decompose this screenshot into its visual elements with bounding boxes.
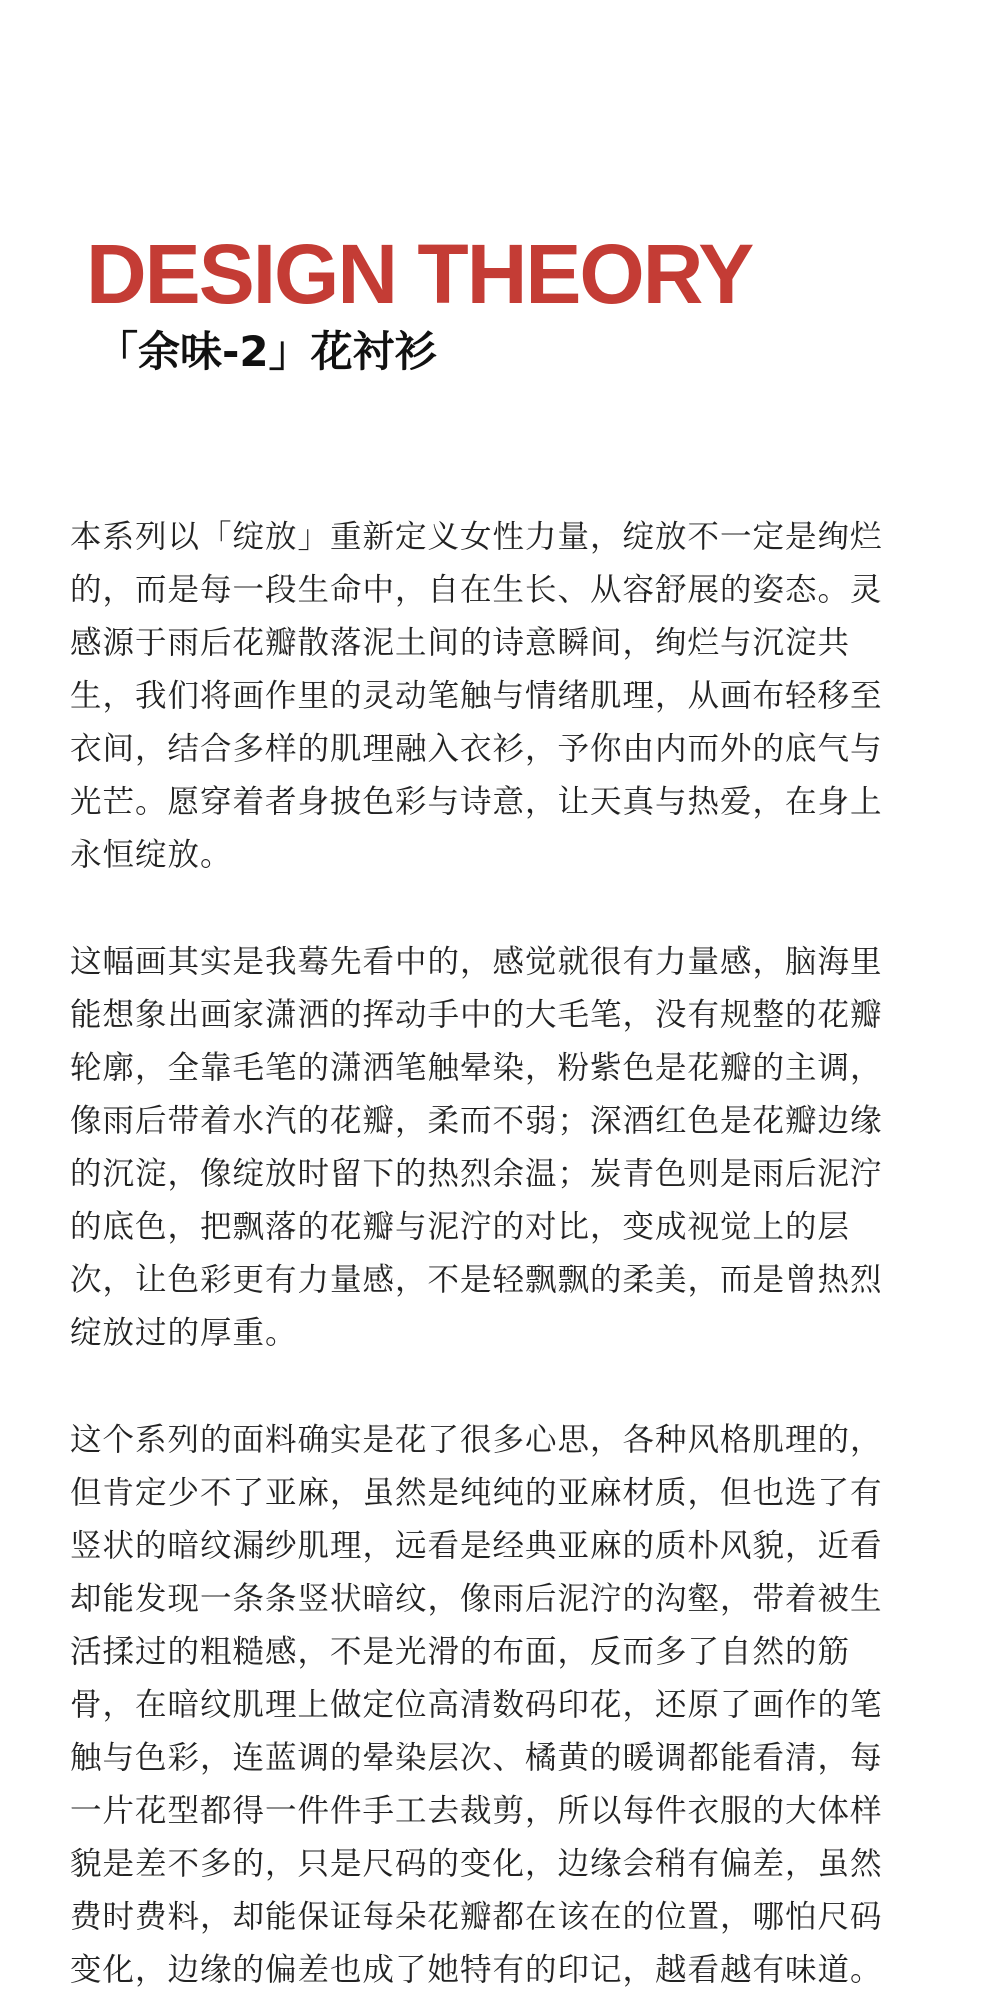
text-line: 永恒绽放。	[70, 837, 233, 873]
text-line: 的，而是每一段生命中，自在生长、从容舒展的姿态。灵	[70, 572, 883, 608]
text-line: 本系列以「绽放」重新定义女性力量，绽放不一定是绚烂	[70, 519, 883, 555]
paragraph-intro	[70, 511, 930, 882]
page-header	[86, 227, 753, 380]
text-line: 轮廓，全靠毛笔的潇洒笔触晕染，粉紫色是花瓣的主调，	[70, 1050, 883, 1086]
text-line: 光芒。愿穿着者身披色彩与诗意，让天真与热爱，在身上	[70, 784, 883, 820]
text-line: 一片花型都得一件件手工去裁剪，所以每件衣服的大体样	[70, 1793, 883, 1829]
page-title: DESIGN THEORY	[86, 227, 753, 321]
text-line: 绽放过的厚重。	[70, 1315, 298, 1351]
text-line: 骨，在暗纹肌理上做定位高清数码印花，还原了画作的笔	[70, 1687, 883, 1723]
text-line: 却能发现一条条竖状暗纹，像雨后泥泞的沟壑，带着被生	[70, 1581, 883, 1617]
text-line: 但肯定少不了亚麻，虽然是纯纯的亚麻材质，但也选了有	[70, 1475, 883, 1511]
text-line: 变化，边缘的偏差也成了她特有的印记，越看越有味道。	[70, 1952, 883, 1988]
text-line: 感源于雨后花瓣散落泥土间的诗意瞬间，绚烂与沉淀共	[70, 625, 851, 661]
text-line: 费时费料，却能保证每朵花瓣都在该在的位置，哪怕尺码	[70, 1899, 883, 1935]
text-line: 的沉淀，像绽放时留下的热烈余温；炭青色则是雨后泥泞	[70, 1156, 883, 1192]
article-body	[70, 511, 930, 1997]
text-line: 这个系列的面料确实是花了很多心思，各种风格肌理的，	[70, 1422, 883, 1458]
text-line: 衣间，结合多样的肌理融入衣衫，予你由内而外的底气与	[70, 731, 883, 767]
text-line: 竖状的暗纹漏纱肌理，远看是经典亚麻的质朴风貌，近看	[70, 1528, 883, 1564]
paragraph-fabric	[70, 1414, 930, 1997]
paragraph-painting	[70, 936, 930, 1360]
page-subtitle: 「余味-2」花衬衫	[96, 327, 437, 376]
text-line: 像雨后带着水汽的花瓣，柔而不弱；深酒红色是花瓣边缘	[70, 1103, 883, 1139]
text-line: 次，让色彩更有力量感，不是轻飘飘的柔美，而是曾热烈	[70, 1262, 883, 1298]
text-line: 生，我们将画作里的灵动笔触与情绪肌理，从画布轻移至	[70, 678, 883, 714]
text-line: 触与色彩，连蓝调的晕染层次、橘黄的暖调都能看清，每	[70, 1740, 883, 1776]
text-line: 这幅画其实是我蓦先看中的，感觉就很有力量感，脑海里	[70, 944, 883, 980]
text-line: 能想象出画家潇洒的挥动手中的大毛笔，没有规整的花瓣	[70, 997, 883, 1033]
text-line: 的底色，把飘落的花瓣与泥泞的对比，变成视觉上的层	[70, 1209, 851, 1245]
text-line: 活揉过的粗糙感，不是光滑的布面，反而多了自然的筋	[70, 1634, 851, 1670]
text-line: 貌是差不多的，只是尺码的变化，边缘会稍有偏差，虽然	[70, 1846, 883, 1882]
